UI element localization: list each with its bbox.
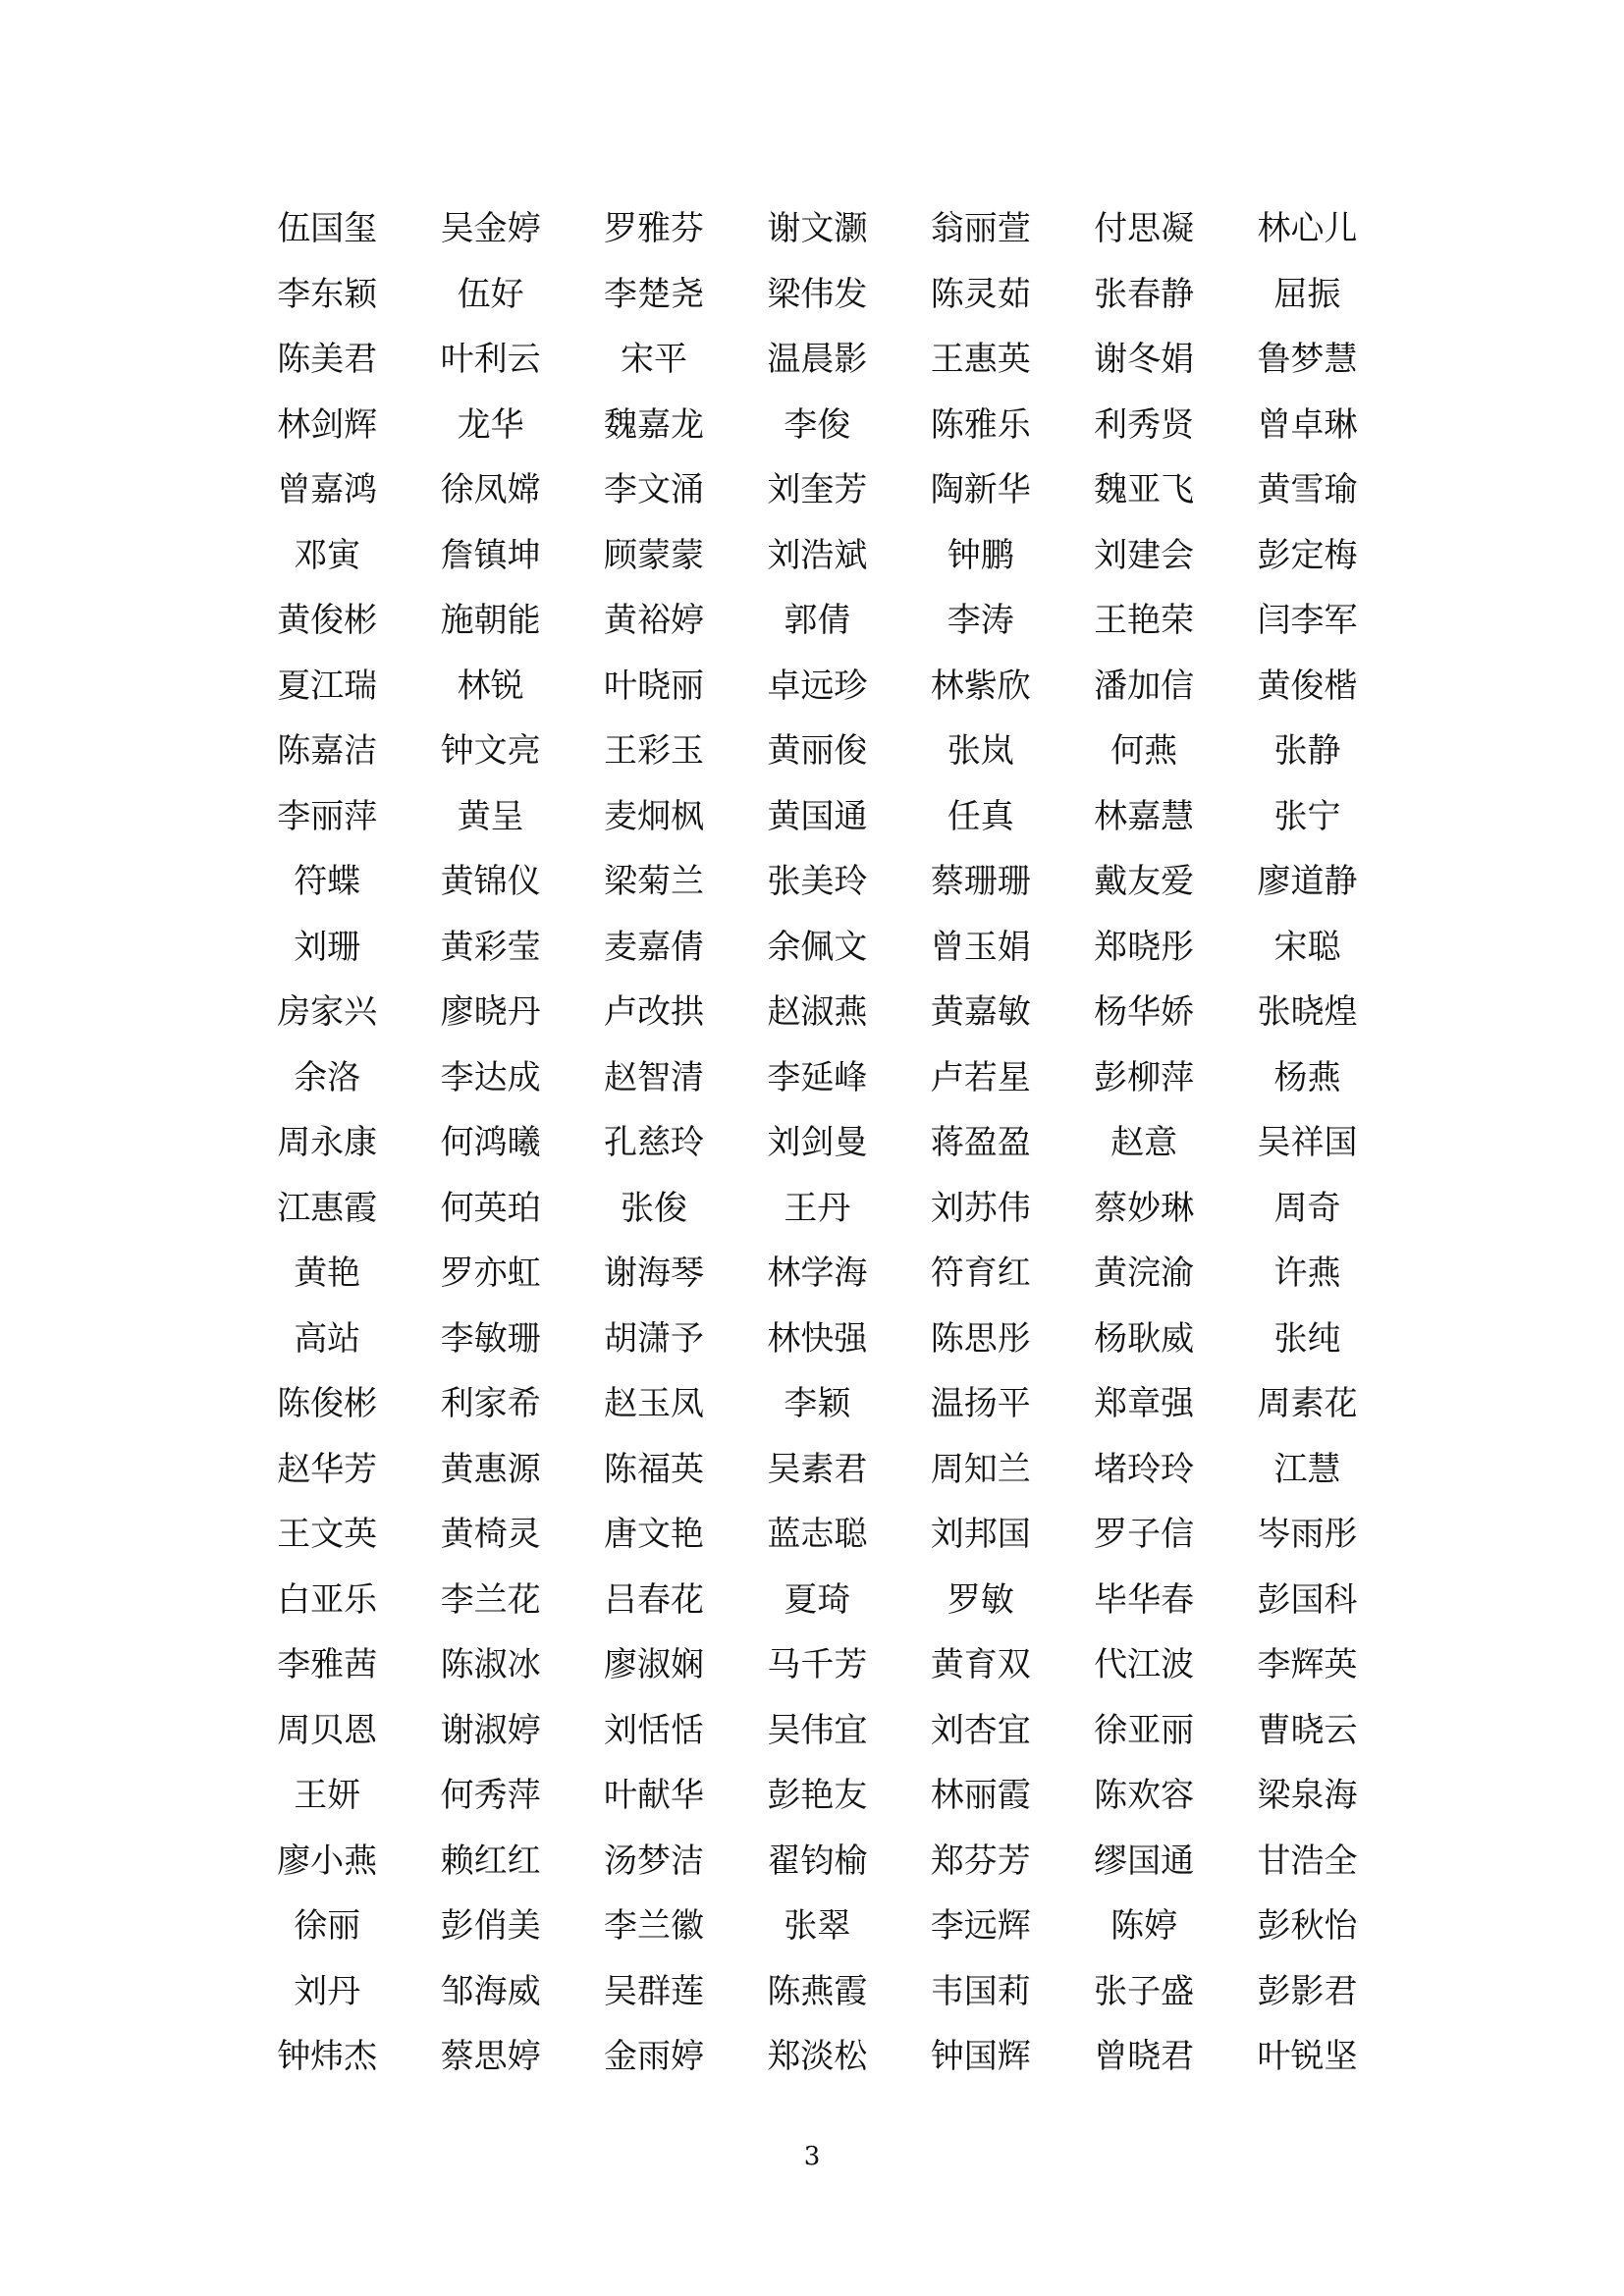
name-cell: 汤梦洁 [603, 1841, 704, 1881]
name-cell: 何鸿曦 [440, 1123, 541, 1163]
name-cell: 罗雅芬 [603, 209, 704, 249]
name-cell: 岑雨彤 [1257, 1515, 1358, 1555]
name-cell: 彭国科 [1257, 1579, 1358, 1620]
name-row [245, 1632, 1389, 1698]
name-cell: 梁伟发 [767, 274, 868, 314]
name-cell: 张岚 [947, 731, 1014, 772]
name-cell: 黄裕婷 [603, 601, 704, 641]
name-cell: 王妍 [294, 1776, 361, 1816]
name-row [245, 1176, 1389, 1242]
name-row [245, 1241, 1389, 1307]
name-cell: 张春静 [1094, 274, 1195, 314]
name-cell: 利秀贤 [1094, 404, 1195, 445]
name-cell: 黄雪瑜 [1257, 470, 1358, 510]
name-cell: 黄锦仪 [440, 862, 541, 902]
name-cell: 翟钧榆 [767, 1841, 868, 1881]
name-cell: 代江波 [1094, 1645, 1195, 1685]
name-row [245, 1959, 1389, 2025]
name-cell: 麦炯枫 [603, 796, 704, 836]
name-cell: 彭艳友 [767, 1776, 868, 1816]
name-cell: 鲁梦慧 [1257, 340, 1358, 380]
name-cell: 刘珊 [294, 927, 361, 967]
name-cell: 堵玲玲 [1094, 1449, 1195, 1489]
name-cell: 陈淑冰 [440, 1645, 541, 1685]
name-cell: 杨华娇 [1094, 992, 1195, 1033]
name-cell: 张美玲 [767, 862, 868, 902]
name-cell: 廖淑娴 [603, 1645, 704, 1685]
name-cell: 钟炜杰 [277, 2037, 378, 2077]
name-cell: 叶锐坚 [1257, 2037, 1358, 2077]
name-cell: 刘恬恬 [603, 1710, 704, 1750]
name-cell: 钟文亮 [440, 731, 541, 772]
name-cell: 李颖 [784, 1384, 851, 1424]
name-row [245, 393, 1389, 458]
name-cell: 周永康 [277, 1123, 378, 1163]
name-cell: 钟国辉 [930, 2037, 1031, 2077]
name-cell: 彭秋怡 [1257, 1906, 1358, 1947]
name-cell: 黄丽俊 [767, 731, 868, 772]
name-cell: 杨燕 [1273, 1057, 1341, 1097]
name-cell: 付思凝 [1094, 209, 1195, 249]
name-cell: 黄惠源 [440, 1449, 541, 1489]
name-row [245, 588, 1389, 654]
name-cell: 高站 [294, 1318, 361, 1359]
name-cell: 李涛 [947, 601, 1014, 641]
name-cell: 林丽霞 [930, 1776, 1031, 1816]
name-row [245, 1894, 1389, 1959]
name-cell: 麦嘉倩 [603, 927, 704, 967]
name-cell: 李东颖 [277, 274, 378, 314]
name-cell: 刘奎芳 [767, 470, 868, 510]
name-row [245, 327, 1389, 393]
name-cell: 赵淑燕 [767, 992, 868, 1033]
page-number: 3 [803, 2142, 821, 2171]
name-cell: 屈振 [1273, 274, 1341, 314]
name-row [245, 523, 1389, 589]
name-cell: 林学海 [767, 1254, 868, 1294]
name-cell: 江惠霞 [277, 1188, 378, 1228]
name-cell: 陈嘉洁 [277, 731, 378, 772]
name-row [245, 1110, 1389, 1176]
name-cell: 刘邦国 [930, 1515, 1031, 1555]
name-cell: 王文英 [277, 1515, 378, 1555]
name-cell: 唐文艳 [603, 1515, 704, 1555]
name-cell: 胡潇予 [603, 1318, 704, 1359]
name-cell: 蔡珊珊 [930, 862, 1031, 902]
name-cell: 叶献华 [603, 1776, 704, 1816]
name-cell: 黄呈 [457, 796, 524, 836]
name-cell: 谢文灏 [767, 209, 868, 249]
name-cell: 罗子信 [1094, 1515, 1195, 1555]
name-cell: 张俊 [620, 1188, 687, 1228]
name-cell: 蔡妙琳 [1094, 1188, 1195, 1228]
name-cell: 金雨婷 [603, 2037, 704, 2077]
name-row [245, 2024, 1389, 2090]
name-cell: 林嘉慧 [1094, 796, 1195, 836]
name-cell: 温扬平 [930, 1384, 1031, 1424]
name-cell: 马千芳 [767, 1645, 868, 1685]
name-cell: 符育红 [930, 1254, 1031, 1294]
name-cell: 曾嘉鸿 [277, 470, 378, 510]
name-cell: 赵意 [1110, 1123, 1178, 1163]
name-cell: 黄彩莹 [440, 927, 541, 967]
name-cell: 廖道静 [1257, 862, 1358, 902]
name-cell: 郑淡松 [767, 2037, 868, 2077]
name-cell: 谢冬娟 [1094, 340, 1195, 380]
name-cell: 谢海琴 [603, 1254, 704, 1294]
name-cell: 林心儿 [1257, 209, 1358, 249]
name-cell: 陈灵茹 [930, 274, 1031, 314]
name-cell: 张翠 [784, 1906, 851, 1947]
name-cell: 刘浩斌 [767, 535, 868, 575]
name-row [245, 1829, 1389, 1895]
name-row [245, 784, 1389, 850]
name-cell: 赵玉凤 [603, 1384, 704, 1424]
name-cell: 夏琦 [784, 1579, 851, 1620]
name-row [245, 1307, 1389, 1372]
name-cell: 郑章强 [1094, 1384, 1195, 1424]
name-cell: 刘剑曼 [767, 1123, 868, 1163]
name-cell: 黄国通 [767, 796, 868, 836]
name-row [245, 457, 1389, 523]
name-cell: 黄椅灵 [440, 1515, 541, 1555]
name-cell: 吴金婷 [440, 209, 541, 249]
name-cell: 顾蒙蒙 [603, 535, 704, 575]
name-cell: 黄育双 [930, 1645, 1031, 1685]
name-cell: 利家希 [440, 1384, 541, 1424]
name-cell: 李兰徽 [603, 1906, 704, 1947]
name-cell: 李辉英 [1257, 1645, 1358, 1685]
name-cell: 周知兰 [930, 1449, 1031, 1489]
name-cell: 林锐 [457, 666, 524, 706]
name-cell: 陈思彤 [930, 1318, 1031, 1359]
name-row [245, 1698, 1389, 1764]
name-cell: 温晨影 [767, 340, 868, 380]
name-cell: 陈欢容 [1094, 1776, 1195, 1816]
name-cell: 宋平 [620, 340, 687, 380]
name-cell: 陈福英 [603, 1449, 704, 1489]
name-cell: 戴友爱 [1094, 862, 1195, 902]
name-cell: 彭定梅 [1257, 535, 1358, 575]
name-cell: 郑芬芳 [930, 1841, 1031, 1881]
name-cell: 缪国通 [1094, 1841, 1195, 1881]
name-cell: 廖晓丹 [440, 992, 541, 1033]
name-cell: 施朝能 [440, 601, 541, 641]
name-cell: 杨耿威 [1094, 1318, 1195, 1359]
names-grid [245, 196, 1389, 2090]
name-row [245, 262, 1389, 328]
name-cell: 卢改拱 [603, 992, 704, 1033]
name-row [245, 1568, 1389, 1633]
name-cell: 刘建会 [1094, 535, 1195, 575]
name-cell: 刘丹 [294, 1971, 361, 2011]
name-cell: 李敏珊 [440, 1318, 541, 1359]
name-cell: 赵智清 [603, 1057, 704, 1097]
name-cell: 陈俊彬 [277, 1384, 378, 1424]
name-cell: 曹晓云 [1257, 1710, 1358, 1750]
name-cell: 郭倩 [784, 601, 851, 641]
name-cell: 梁菊兰 [603, 862, 704, 902]
name-cell: 张静 [1273, 731, 1341, 772]
name-cell: 黄艳 [294, 1254, 361, 1294]
name-cell: 周贝恩 [277, 1710, 378, 1750]
name-cell: 伍好 [457, 274, 524, 314]
name-cell: 黄俊彬 [277, 601, 378, 641]
name-row [245, 980, 1389, 1045]
name-cell: 刘苏伟 [930, 1188, 1031, 1228]
name-cell: 王彩玉 [603, 731, 704, 772]
name-cell: 甘浩全 [1257, 1841, 1358, 1881]
name-row [245, 1045, 1389, 1111]
name-row [245, 915, 1389, 981]
name-cell: 张宁 [1273, 796, 1341, 836]
name-cell: 彭柳萍 [1094, 1057, 1195, 1097]
name-cell: 陈婷 [1110, 1906, 1178, 1947]
name-cell: 曾晓君 [1094, 2037, 1195, 2077]
name-cell: 余洛 [294, 1057, 361, 1097]
name-cell: 魏嘉龙 [603, 404, 704, 445]
name-cell: 卢若星 [930, 1057, 1031, 1097]
name-cell: 赵华芳 [277, 1449, 378, 1489]
name-cell: 叶晓丽 [603, 666, 704, 706]
name-cell: 徐丽 [294, 1906, 361, 1947]
name-cell: 李兰花 [440, 1579, 541, 1620]
name-cell: 蒋盈盈 [930, 1123, 1031, 1163]
name-cell: 韦国莉 [930, 1971, 1031, 2011]
name-cell: 吴素君 [767, 1449, 868, 1489]
name-row [245, 196, 1389, 262]
name-cell: 叶利云 [440, 340, 541, 380]
name-cell: 林快强 [767, 1318, 868, 1359]
name-cell: 李丽萍 [277, 796, 378, 836]
name-cell: 张纯 [1273, 1318, 1341, 1359]
name-cell: 许燕 [1273, 1254, 1341, 1294]
name-cell: 邓寅 [294, 535, 361, 575]
name-cell: 廖小燕 [277, 1841, 378, 1881]
name-cell: 李楚尧 [603, 274, 704, 314]
name-cell: 曾卓琳 [1257, 404, 1358, 445]
name-cell: 张子盛 [1094, 1971, 1195, 2011]
name-cell: 余佩文 [767, 927, 868, 967]
name-cell: 蔡思婷 [440, 2037, 541, 2077]
name-cell: 李达成 [440, 1057, 541, 1097]
name-cell: 白亚乐 [277, 1579, 378, 1620]
name-cell: 徐亚丽 [1094, 1710, 1195, 1750]
name-cell: 卓远珍 [767, 666, 868, 706]
name-cell: 黄俊楷 [1257, 666, 1358, 706]
name-cell: 任真 [947, 796, 1014, 836]
name-cell: 闫李军 [1257, 601, 1358, 641]
name-cell: 林剑辉 [277, 404, 378, 445]
name-row [245, 654, 1389, 720]
name-cell: 陈燕霞 [767, 1971, 868, 2011]
name-cell: 钟鹏 [947, 535, 1014, 575]
name-cell: 吴祥国 [1257, 1123, 1358, 1163]
name-cell: 罗亦虹 [440, 1254, 541, 1294]
name-cell: 李俊 [784, 404, 851, 445]
name-row [245, 1437, 1389, 1503]
name-cell: 魏亚飞 [1094, 470, 1195, 510]
name-cell: 李延峰 [767, 1057, 868, 1097]
name-cell: 龙华 [457, 404, 524, 445]
name-cell: 郑晓彤 [1094, 927, 1195, 967]
name-cell: 何英珀 [440, 1188, 541, 1228]
name-cell: 符蝶 [294, 862, 361, 902]
name-cell: 毕华春 [1094, 1579, 1195, 1620]
name-cell: 罗敏 [947, 1579, 1014, 1620]
name-cell: 李雅茜 [277, 1645, 378, 1685]
name-cell: 夏江瑞 [277, 666, 378, 706]
name-cell: 邹海威 [440, 1971, 541, 2011]
name-cell: 谢淑婷 [440, 1710, 541, 1750]
name-cell: 周素花 [1257, 1384, 1358, 1424]
name-row [245, 719, 1389, 784]
name-cell: 李文涌 [603, 470, 704, 510]
name-cell: 王艳荣 [1094, 601, 1195, 641]
name-cell: 詹镇坤 [440, 535, 541, 575]
name-cell: 李远辉 [930, 1906, 1031, 1947]
name-row [245, 849, 1389, 915]
name-cell: 刘杏宜 [930, 1710, 1031, 1750]
name-row [245, 1763, 1389, 1829]
name-cell: 彭影君 [1257, 1971, 1358, 2011]
name-row [245, 1371, 1389, 1437]
name-cell: 黄嘉敏 [930, 992, 1031, 1033]
name-row [245, 1502, 1389, 1568]
name-cell: 张晓煌 [1257, 992, 1358, 1033]
name-cell: 赖红红 [440, 1841, 541, 1881]
name-cell: 黄浣渝 [1094, 1254, 1195, 1294]
name-cell: 王惠英 [930, 340, 1031, 380]
name-cell: 何燕 [1110, 731, 1178, 772]
name-cell: 翁丽萱 [930, 209, 1031, 249]
name-cell: 宋聪 [1273, 927, 1341, 967]
name-cell: 陶新华 [930, 470, 1031, 510]
name-cell: 徐凤嫦 [440, 470, 541, 510]
name-cell: 王丹 [784, 1188, 851, 1228]
name-cell: 吴伟宜 [767, 1710, 868, 1750]
name-cell: 房家兴 [277, 992, 378, 1033]
name-cell: 蓝志聪 [767, 1515, 868, 1555]
name-cell: 陈美君 [277, 340, 378, 380]
name-cell: 潘加信 [1094, 666, 1195, 706]
name-cell: 伍国玺 [277, 209, 378, 249]
name-cell: 何秀萍 [440, 1776, 541, 1816]
name-cell: 曾玉娟 [930, 927, 1031, 967]
name-cell: 陈雅乐 [930, 404, 1031, 445]
name-cell: 周奇 [1273, 1188, 1341, 1228]
name-cell: 林紫欣 [930, 666, 1031, 706]
name-cell: 孔慈玲 [603, 1123, 704, 1163]
name-cell: 吕春花 [603, 1579, 704, 1620]
name-cell: 梁泉海 [1257, 1776, 1358, 1816]
name-cell: 吴群莲 [603, 1971, 704, 2011]
name-cell: 江慧 [1273, 1449, 1341, 1489]
name-cell: 彭俏美 [440, 1906, 541, 1947]
